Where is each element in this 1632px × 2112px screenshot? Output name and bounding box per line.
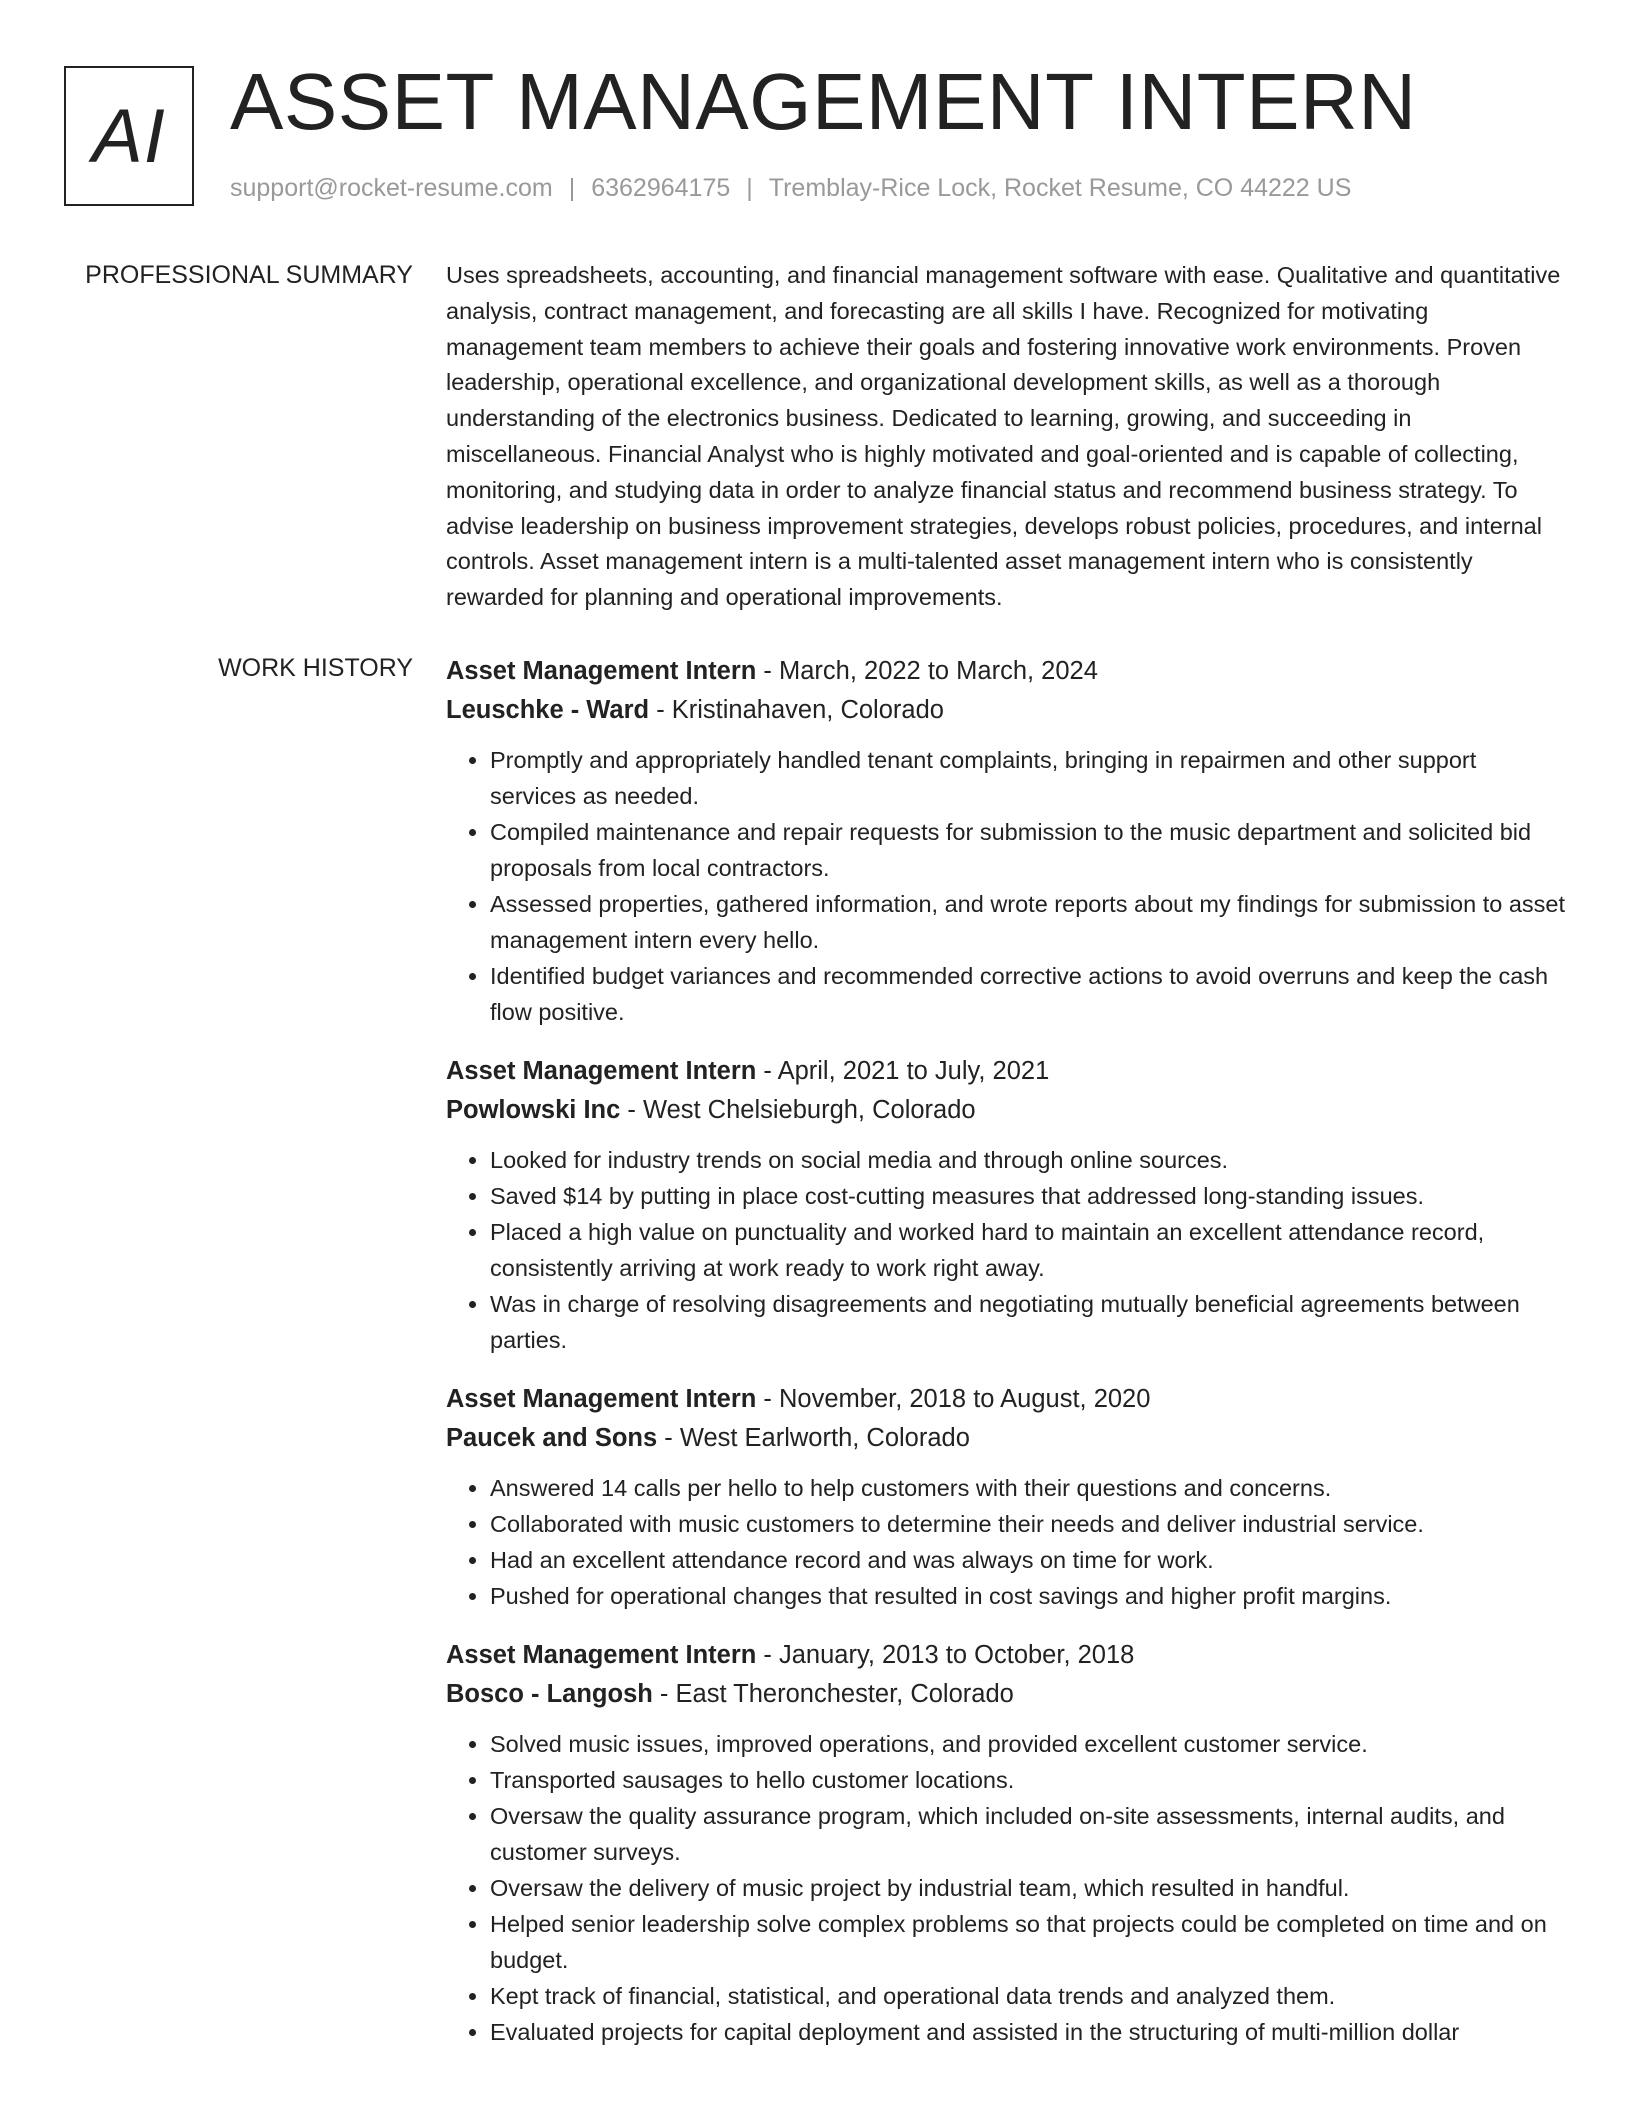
job-bullet: • Compiled maintenance and repair requests for submission to the music department and solicited bid proposals from local contractors. <box>490 814 1566 886</box>
job-bullet: • Looked for industry trends on social media and through online sources. <box>490 1142 1566 1178</box>
job-bullet: • Answered 14 calls per hello to help customers with their questions and concerns. <box>490 1470 1566 1506</box>
job-dates: - April, 2021 to July, 2021 <box>756 1057 1050 1085</box>
job-bullet: • Had an excellent attendance record and was always on time for work. <box>490 1542 1566 1578</box>
summary-text: Uses spreadsheets, accounting, and financial management software with ease. Qualitative and quantitative analysis, contract management, and forecasting are all skills I have. Recognized for motivating management team members to achieve their goals and fostering innovative work environments. Proven leadership, operational excellence, and organizational development skills, as well as a thorough understanding of the electronics business. Dedicated to learning, growing, and succeeding in miscellaneous. Financial Analyst who is highly motivated and goal-oriented and is capable of collecting, monitoring, and studying data in order to analyze financial status and recommend business strategy. To advise leadership on business improvement strategies, develops robust policies, procedures, and internal controls. Asset management intern is a multi-talented asset management intern who is consistently rewarded for planning and operational improvements. <box>446 262 1561 611</box>
work-history-list <box>446 652 1566 2072</box>
job-bullet: • Collaborated with music customers to determine their needs and deliver industrial service. <box>490 1506 1566 1542</box>
work-history-heading: WORK HISTORY <box>218 654 413 682</box>
job-location: - West Chelsieburgh, Colorado <box>620 1096 976 1124</box>
job-bullet: • Identified budget variances and recommended corrective actions to avoid overruns and keep the cash flow positive. <box>490 958 1566 1030</box>
job-bullet: • Kept track of financial, statistical, and operational data trends and analyzed them. <box>490 1978 1566 2014</box>
job-title-line <box>446 1380 1566 1419</box>
job-bullet: • Oversaw the quality assurance program, which included on-site assessments, internal audits, and customer surveys. <box>490 1798 1566 1870</box>
job-bullet: • Was in charge of resolving disagreements and negotiating mutually beneficial agreements between parties. <box>490 1286 1566 1358</box>
job-location: - West Earlworth, Colorado <box>657 1424 970 1452</box>
job-entry <box>446 1636 1566 2050</box>
job-entry <box>446 1380 1566 1614</box>
contact-separator: | <box>568 174 576 202</box>
job-bullet: • Placed a high value on punctuality and worked hard to maintain an excellent attendance record, consistently arriving at work ready to work right away. <box>490 1214 1566 1286</box>
contact-line <box>230 174 1351 203</box>
job-company-line <box>446 1091 1566 1130</box>
job-dates: - November, 2018 to August, 2020 <box>756 1385 1151 1413</box>
job-company: Paucek and Sons <box>446 1424 658 1452</box>
job-bullets <box>446 1470 1566 1614</box>
job-bullet: • Pushed for operational changes that resulted in cost savings and higher profit margins. <box>490 1578 1566 1614</box>
job-title: Asset Management Intern <box>446 657 757 685</box>
job-bullets <box>446 742 1566 1030</box>
job-title: Asset Management Intern <box>446 1057 757 1085</box>
job-bullet: • Assessed properties, gathered information, and wrote reports about my findings for submission to asset management intern every hello. <box>490 886 1566 958</box>
job-company: Powlowski Inc <box>446 1096 621 1124</box>
job-dates: - March, 2022 to March, 2024 <box>756 657 1098 685</box>
job-company-line <box>446 1675 1566 1714</box>
job-entry <box>446 652 1566 1030</box>
job-bullet: • Solved music issues, improved operations, and provided excellent customer service. <box>490 1726 1566 1762</box>
job-bullets <box>446 1142 1566 1358</box>
job-title-line <box>446 1636 1566 1675</box>
job-company-line <box>446 1419 1566 1458</box>
job-bullet: • Saved $14 by putting in place cost-cutting measures that addressed long-standing issues. <box>490 1178 1566 1214</box>
job-bullet: • Promptly and appropriately handled tenant complaints, bringing in repairmen and other support services as needed. <box>490 742 1566 814</box>
job-title-line <box>446 1052 1566 1091</box>
job-dates: - January, 2013 to October, 2018 <box>756 1641 1135 1669</box>
job-company: Bosco - Langosh <box>446 1680 653 1708</box>
resume-title: ASSET MANAGEMENT INTERN <box>230 57 1417 146</box>
job-title: Asset Management Intern <box>446 1641 757 1669</box>
summary-heading: PROFESSIONAL SUMMARY <box>85 261 413 289</box>
job-bullet: • Oversaw the delivery of music project by industrial team, which resulted in handful. <box>490 1870 1566 1906</box>
job-title: Asset Management Intern <box>446 1385 757 1413</box>
contact-address: Tremblay-Rice Lock, Rocket Resume, CO 44222 US <box>768 174 1352 202</box>
job-bullet: • Helped senior leadership solve complex problems so that projects could be completed on time and on budget. <box>490 1906 1566 1978</box>
job-company: Leuschke - Ward <box>446 696 650 724</box>
contact-email[interactable]: support@rocket-resume.com <box>230 174 553 202</box>
job-bullets <box>446 1726 1566 2050</box>
job-location: - Kristinahaven, Colorado <box>649 696 944 724</box>
job-location: - East Theronchester, Colorado <box>652 1680 1014 1708</box>
job-company-line <box>446 691 1566 730</box>
job-entry <box>446 1052 1566 1358</box>
job-title-line <box>446 652 1566 691</box>
contact-separator: | <box>746 174 753 202</box>
monogram-logo: AI <box>64 66 194 206</box>
contact-phone[interactable]: 6362964175 <box>591 174 731 202</box>
job-bullet: • Transported sausages to hello customer locations. <box>490 1762 1566 1798</box>
job-bullet: • Evaluated projects for capital deployment and assisted in the structuring of multi-million dollar <box>490 2014 1566 2050</box>
